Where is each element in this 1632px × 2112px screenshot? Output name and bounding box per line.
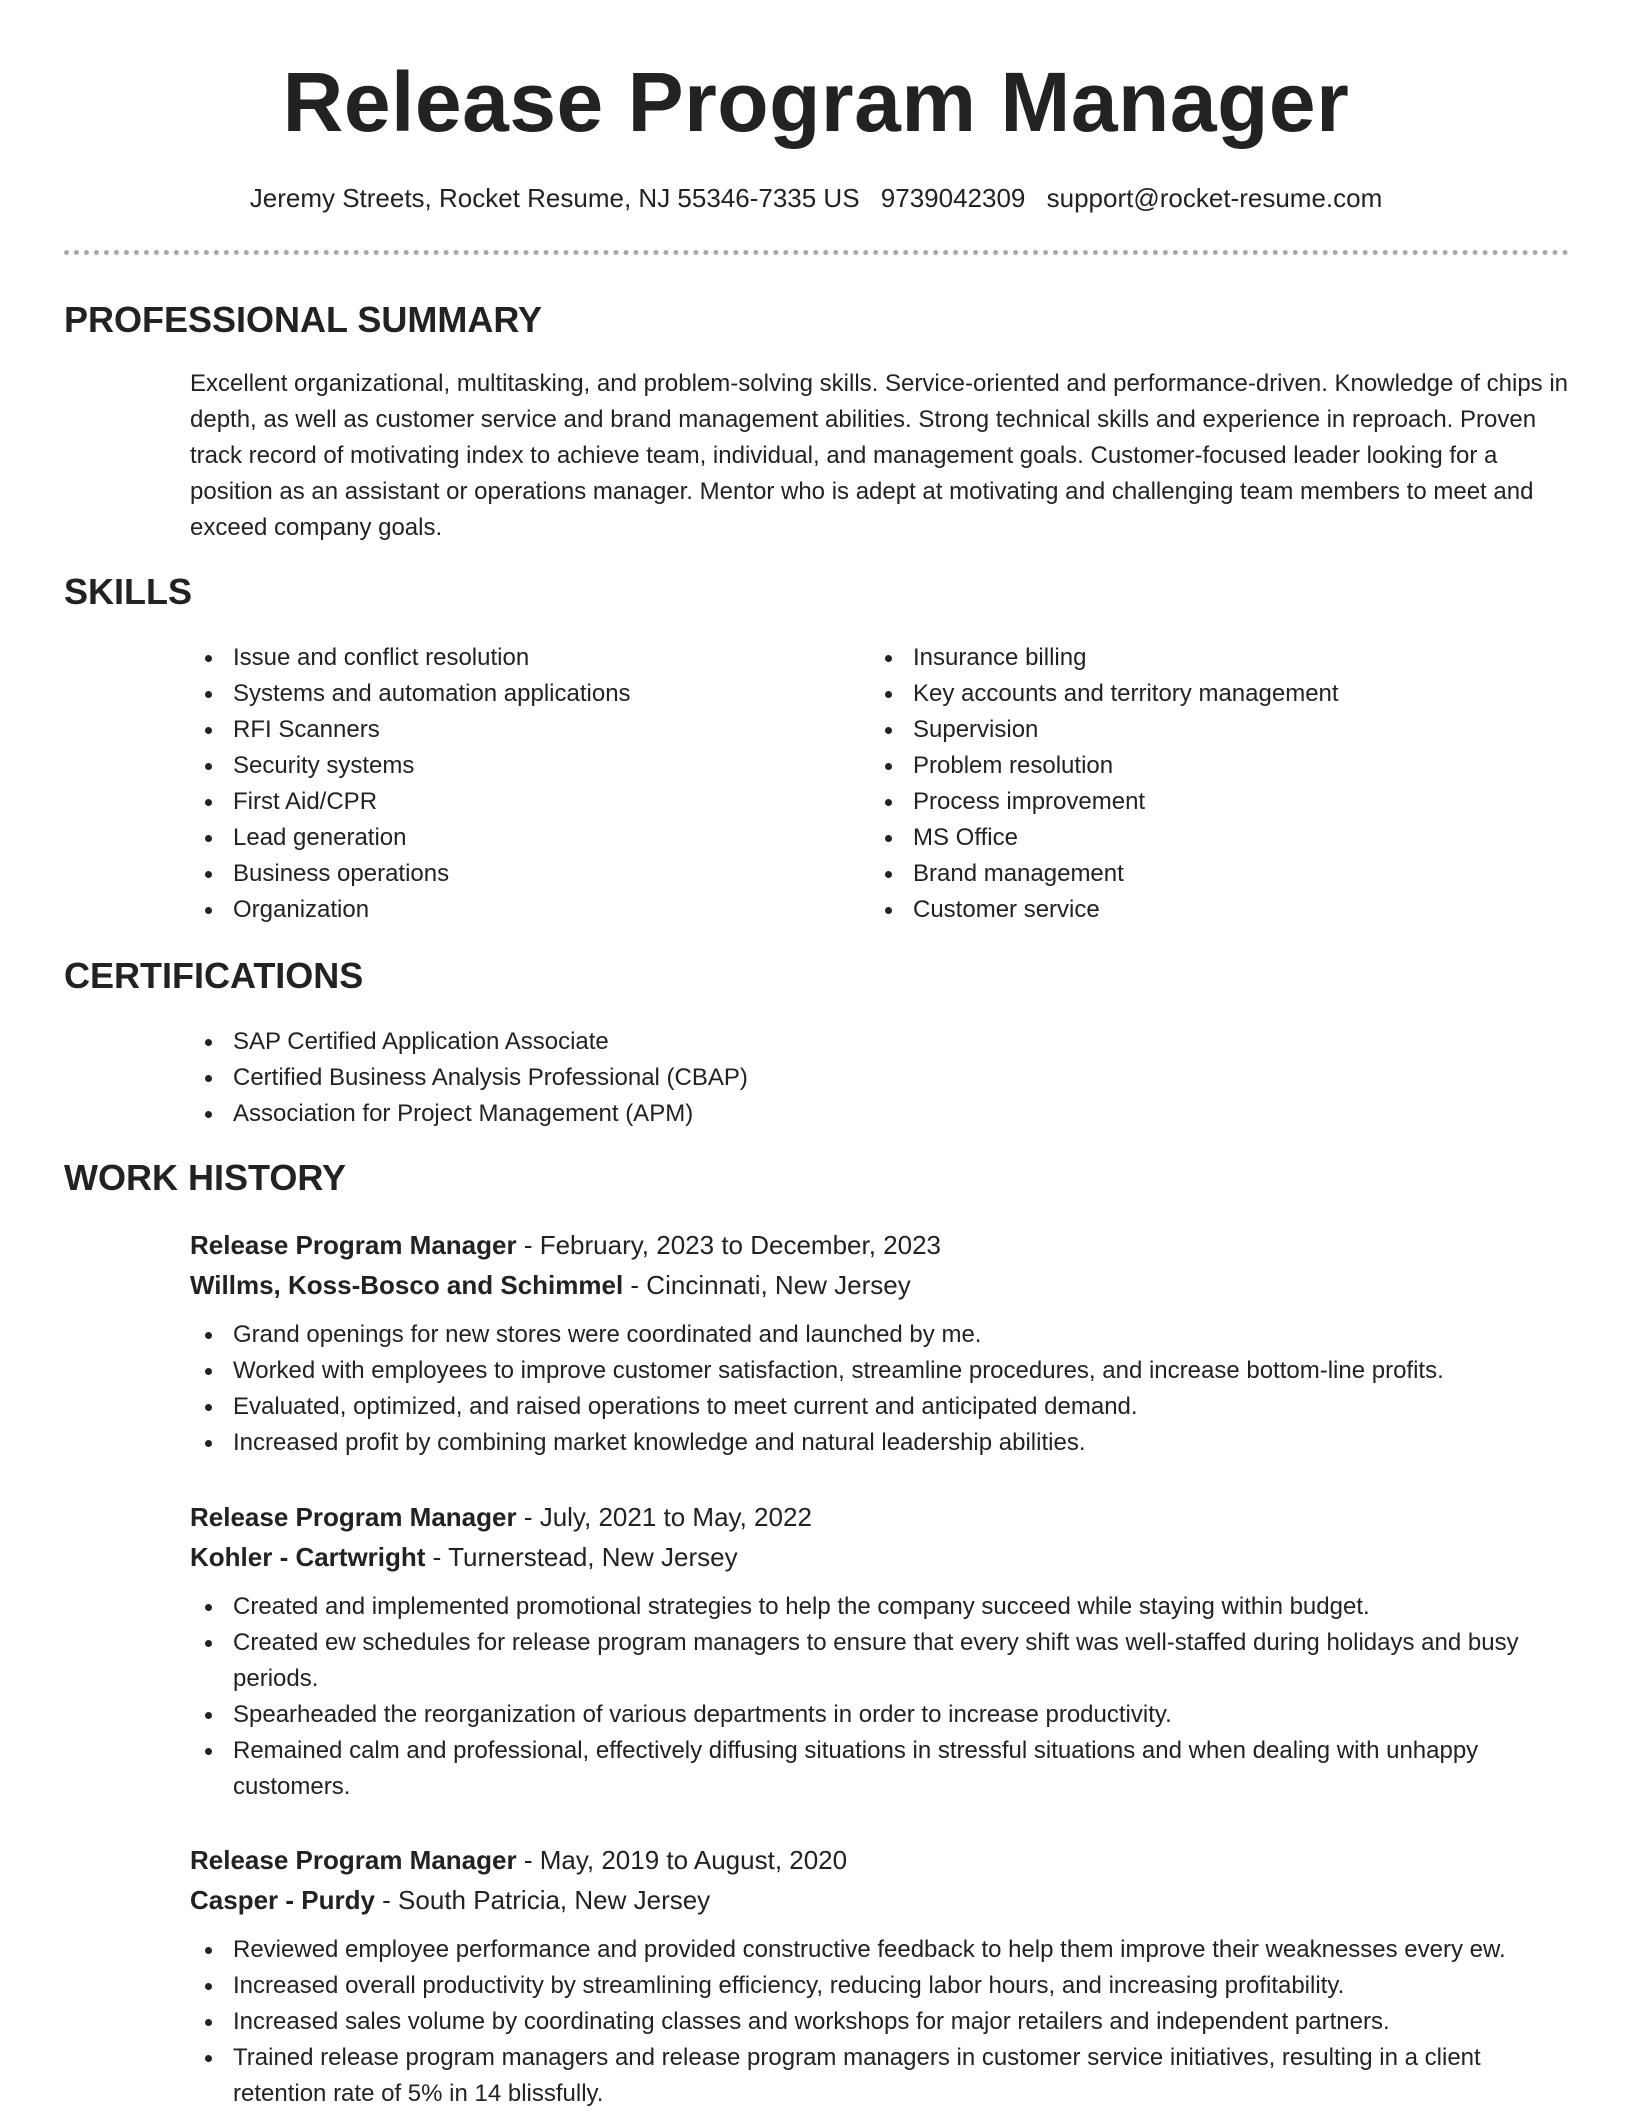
skill-item: Organization	[190, 892, 850, 928]
header-divider	[64, 250, 1569, 255]
skill-item: Issue and conflict resolution	[190, 640, 850, 676]
skill-item: Key accounts and territory management	[870, 676, 1530, 712]
job-company: Willms, Koss-Bosco and Schimmel	[190, 1270, 624, 1300]
skill-item: Customer service	[870, 892, 1530, 928]
skill-item: RFI Scanners	[190, 712, 850, 748]
job-bullet: Grand openings for new stores were coordinated and launched by me.	[190, 1317, 1570, 1353]
contact-email: support@rocket-resume.com	[1046, 183, 1383, 213]
job-bullet: Created ew schedules for release program managers to ensure that every shift was well-staffed during holidays and busy periods.	[190, 1625, 1570, 1697]
job-location: - South Patricia, New Jersey	[374, 1885, 711, 1915]
job-dates: - July, 2021 to May, 2022	[516, 1502, 812, 1532]
resume-name-title: Release Program Manager	[282, 55, 1350, 149]
job-bullets	[190, 1932, 1570, 2112]
job-dates: - February, 2023 to December, 2023	[516, 1230, 942, 1260]
skill-item: Business operations	[190, 856, 850, 892]
contact-phone: 9739042309	[880, 183, 1026, 213]
job-role: Release Program Manager	[190, 1230, 517, 1260]
work-history-heading: WORK HISTORY	[64, 1157, 347, 1198]
contact-address: Jeremy Streets, Rocket Resume, NJ 55346-7335 US	[249, 183, 860, 213]
job-bullets	[190, 1589, 1570, 1805]
skill-item: First Aid/CPR	[190, 784, 850, 820]
job-company-line	[190, 1537, 1570, 1577]
job-bullet: Spearheaded the reorganization of various departments in order to increase productivity.	[190, 1697, 1570, 1733]
job-bullet: Evaluated, optimized, and raised operations to meet current and anticipated demand.	[190, 1389, 1570, 1425]
skill-item: Security systems	[190, 748, 850, 784]
certification-item: Certified Business Analysis Professional (CBAP)	[190, 1060, 1570, 1096]
job-role: Release Program Manager	[190, 1845, 517, 1875]
job-bullet: Worked with employees to improve customer satisfaction, streamline procedures, and increase bottom-line profits.	[190, 1353, 1570, 1389]
job-entry	[190, 1225, 1570, 1461]
skills-list-right	[870, 640, 1530, 928]
certifications-heading: CERTIFICATIONS	[64, 955, 364, 996]
job-bullet: Trained release program managers and release program managers in customer service initiatives, resulting in a client retention rate of 5% in 14 blissfully.	[190, 2040, 1570, 2112]
skill-item: Lead generation	[190, 820, 850, 856]
job-bullet: Created and implemented promotional strategies to help the company succeed while staying within budget.	[190, 1589, 1570, 1625]
job-bullet: Increased profit by combining market knowledge and natural leadership abilities.	[190, 1425, 1570, 1461]
job-company: Casper - Purdy	[190, 1885, 375, 1915]
skills-heading: SKILLS	[64, 571, 193, 612]
job-company-line	[190, 1880, 1570, 1920]
skill-item: Supervision	[870, 712, 1530, 748]
job-bullet: Increased overall productivity by streamlining efficiency, reducing labor hours, and increasing profitability.	[190, 1968, 1570, 2004]
job-bullet: Remained calm and professional, effectively diffusing situations in stressful situations and when dealing with unhappy customers.	[190, 1733, 1570, 1805]
job-entry	[190, 1840, 1570, 2112]
summary-text: Excellent organizational, multitasking, and problem-solving skills. Service-oriented and performance-driven. Knowledge of chips in depth, as well as customer service and brand management abilities. Strong technical skills and experience in reproach. Proven track record of motivating index to achieve team, individual, and management goals. Customer-focused leader looking for a position as an assistant or operations manager. Mentor who is adept at motivating and challenging team members to meet and exceed company goals.	[190, 370, 1569, 541]
job-entry	[190, 1497, 1570, 1805]
summary-heading: PROFESSIONAL SUMMARY	[64, 299, 543, 340]
skill-item: Problem resolution	[870, 748, 1530, 784]
job-dates: - May, 2019 to August, 2020	[516, 1845, 848, 1875]
job-bullet: Increased sales volume by coordinating classes and workshops for major retailers and independent partners.	[190, 2004, 1570, 2040]
job-location: - Cincinnati, New Jersey	[623, 1270, 911, 1300]
certifications-list	[190, 1024, 1570, 1132]
skill-item: Brand management	[870, 856, 1530, 892]
certification-item: SAP Certified Application Associate	[190, 1024, 1570, 1060]
job-location: - Turnerstead, New Jersey	[425, 1542, 738, 1572]
job-company-line	[190, 1265, 1570, 1305]
skill-item: Process improvement	[870, 784, 1530, 820]
job-title-line	[190, 1225, 1570, 1265]
skill-item: Insurance billing	[870, 640, 1530, 676]
skill-item: MS Office	[870, 820, 1530, 856]
certification-item: Association for Project Management (APM)	[190, 1096, 1570, 1132]
job-role: Release Program Manager	[190, 1502, 517, 1532]
skill-item: Systems and automation applications	[190, 676, 850, 712]
job-title-line	[190, 1497, 1570, 1537]
job-bullets	[190, 1317, 1570, 1461]
job-title-line	[190, 1840, 1570, 1880]
job-bullet: Reviewed employee performance and provided constructive feedback to help them improve their weaknesses every ew.	[190, 1932, 1570, 1968]
contact-line	[0, 180, 1632, 216]
job-company: Kohler - Cartwright	[190, 1542, 426, 1572]
skills-list-left	[190, 640, 850, 928]
